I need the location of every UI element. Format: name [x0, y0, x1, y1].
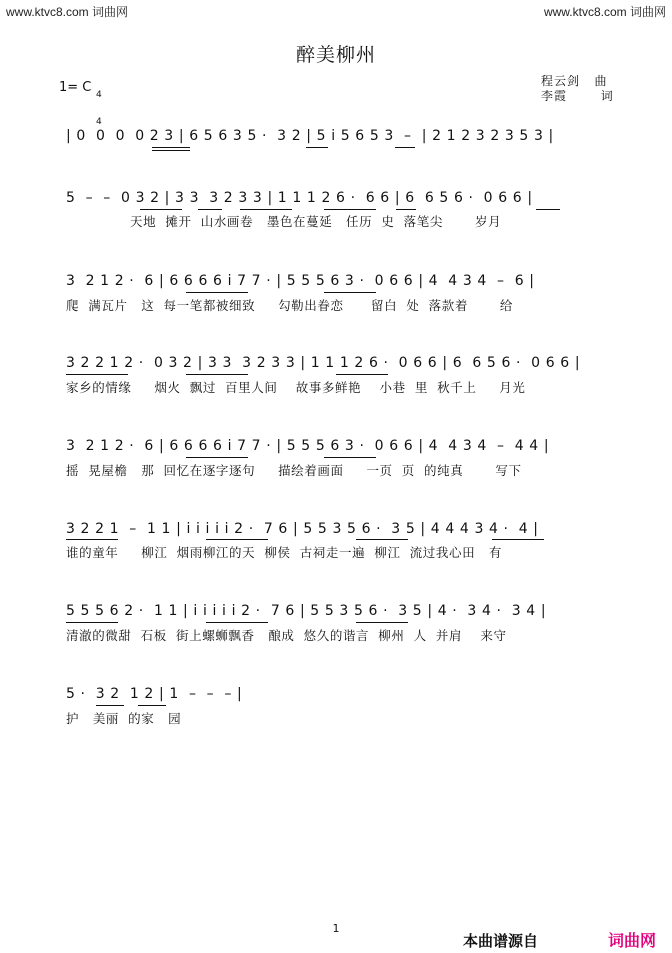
beam	[186, 292, 248, 293]
lyrics-line-8: 护 美丽 的家 园	[66, 711, 182, 726]
beam	[306, 147, 328, 148]
lyrics-line-6: 谁的童年 柳江 烟雨柳江的天 柳侯 古祠走一遍 柳江 流过我心田 有	[66, 545, 503, 560]
notation-line-6: 3 2 2 1 – 1 1 | i i i i i 2 · 7 6 | 5 5 3 5 6 · 3 5 | 4 4 4 3 4 · 4 |	[66, 521, 539, 537]
beam	[356, 622, 408, 623]
watermark-right: www.ktvc8.com 词曲网	[543, 5, 666, 19]
beam	[396, 209, 416, 210]
beam	[492, 539, 544, 540]
time-signature-bottom: 4	[96, 117, 102, 127]
composer-credit: 程云剑 曲	[541, 74, 608, 88]
time-signature-top: 4	[96, 90, 102, 100]
beam	[152, 147, 190, 148]
beam	[395, 147, 415, 148]
brand-logo[interactable]: 词曲网	[608, 931, 657, 950]
notation-line-1: | 0 0 0 0 2 3 | 6 5 6 3 5 · 3 2 | 5 i 5 6 5 3 – | 2 1 2 3 2 3 5 3 |	[66, 128, 554, 144]
lyrics-line-5: 摇 晃屋檐 那 回忆在逐字逐句 描绘着画面 一页 页 的纯真 写下	[66, 463, 522, 478]
beam	[324, 209, 376, 210]
lyricist-credit: 李霞 词	[541, 89, 614, 103]
key-signature: 1= C	[59, 80, 92, 95]
beam	[66, 622, 118, 623]
beam	[66, 539, 118, 540]
beam	[206, 539, 268, 540]
beam	[138, 705, 166, 706]
beam	[140, 209, 182, 210]
beam	[324, 457, 376, 458]
beam	[66, 374, 128, 375]
page-number: 1	[332, 922, 340, 935]
notation-line-3: 3 2 1 2 · 6 | 6 6 6 6 i 7 7 · | 5 5 5 6 3 · 0 6 6 | 4 4 3 4 – 6 |	[66, 273, 535, 289]
beam	[198, 209, 222, 210]
watermark-left: www.ktvc8.com 词曲网	[6, 5, 129, 19]
beam	[240, 209, 292, 210]
notation-line-2: 5 – – 0 3 2 | 3 3 3 2 3 3 | 1 1 1 2 6 · 6 6 | 6 6 5 6 · 0 6 6 |	[66, 190, 533, 206]
beam	[536, 209, 560, 210]
beam	[336, 374, 388, 375]
beam	[356, 539, 408, 540]
notation-line-7: 5 5 5 6 2 · 1 1 | i i i i i 2 · 7 6 | 5 5 3 5 6 · 3 5 | 4 · 3 4 · 3 4 |	[66, 603, 547, 619]
beam	[186, 374, 248, 375]
source-label: 本曲谱源自	[463, 932, 539, 950]
lyrics-line-7: 清澈的微甜 石板 街上螺蛳飘香 酿成 悠久的谐言 柳州 人 并肩 来守	[66, 628, 507, 643]
notation-line-4: 3 2 2 1 2 · 0 3 2 | 3 3 3 2 3 3 | 1 1 1 2 6 · 0 6 6 | 6 6 5 6 · 0 6 6 |	[66, 355, 581, 371]
lyrics-line-4: 家乡的情缘 烟火 飘过 百里人间 故事多鲜艳 小巷 里 秋千上 月光	[66, 380, 526, 395]
beam	[186, 457, 248, 458]
notation-line-5: 3 2 1 2 · 6 | 6 6 6 6 i 7 7 · | 5 5 5 6 3 · 0 6 6 | 4 4 3 4 – 4 4 |	[66, 438, 550, 454]
time-signature	[96, 73, 102, 136]
beam	[206, 622, 268, 623]
beam	[96, 705, 124, 706]
lyrics-line-2: 天地 摊开 山水画卷 墨色在蔓延 任历 史 落笔尖 岁月	[66, 214, 502, 229]
song-title: 醉美柳州	[295, 44, 376, 66]
notation-line-8: 5 · 3 2 1 2 | 1 – – – |	[66, 686, 243, 702]
lyrics-line-3: 爬 满瓦片 这 每一笔都被细致 勾勒出眷恋 留白 处 落款着 给	[66, 298, 514, 313]
beam	[324, 292, 376, 293]
beam	[152, 150, 190, 151]
